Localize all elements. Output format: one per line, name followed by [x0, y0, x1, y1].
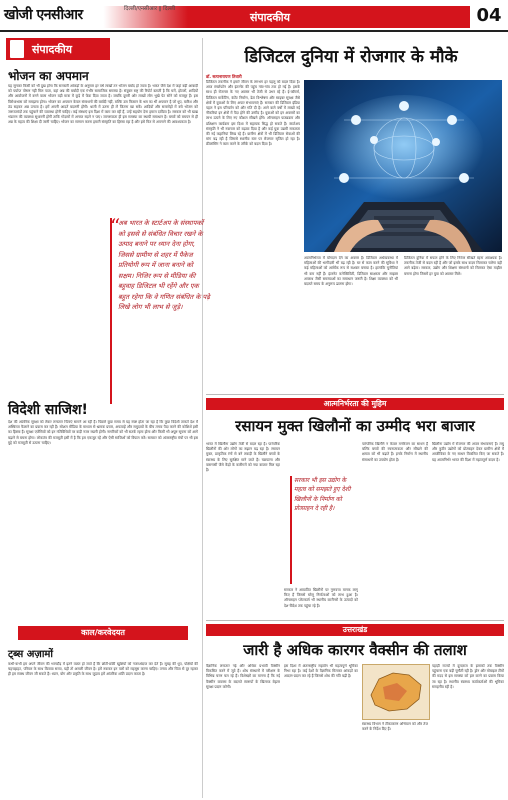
quote-mark-icon: “	[110, 214, 121, 238]
editorial-headline-1: भोजन का अपमान	[8, 69, 89, 83]
section3-body-col-d: पहाड़ी राज्यों में दूरदराज के इलाकों तक वैक्सीन पहुंचाना एक बड़ी चुनौती रही है। ड्रोन और मोबाइल टीमों की मदद से इस समस्या को हल करने का प्रयास किया जा रहा है। स्थानीय स्वास्थ्य कार्यकर्ताओं की भूमिका सराहनीय रही है।	[432, 664, 504, 689]
section-title: संपादकीय	[249, 11, 291, 24]
section3-body-col-a: वैज्ञानिक लगातार नई और अधिक प्रभावी वैक्सीन विकसित करने में जुटे हैं। शोध संस्थानों में परीक्षण के विभिन्न चरण चल रहे हैं। विशेषज्ञों का मानना है कि नई वैक्सीन वायरस के बदलते स्वरूपों के खिलाफ बेहतर सुरक्षा प्रदान करेगी।	[206, 664, 280, 689]
editorial-headline-2: विदेशी साजिश!	[8, 402, 88, 418]
page-number: 04	[472, 4, 506, 28]
dateline: दिल्ली/एनसीआर ‖ दिल्ली	[124, 6, 176, 12]
header-rule	[0, 30, 508, 32]
section3-body-col-c: स्वास्थ्य विभाग ने टीकाकरण अभियान को और तेज करने के निर्देश दिए हैं।	[362, 722, 428, 732]
state-map-image	[362, 664, 430, 720]
article-photo	[304, 80, 502, 252]
main-byline: डॉ. सत्यनारायण तिवारी	[206, 74, 242, 79]
editorial-body-2: देश की आंतरिक सुरक्षा को लेकर लगातार चिंताएं सामने आ रही हैं। पिछले कुछ समय से यह स्पष्ट होता जा रहा है कि कुछ विदेशी ताकतें देश में अस्थिरता फैलाने का प्रयास कर रही हैं। सोशल मीडिया के माध्यम से भ्रामक प्रचार, अफवाहें और समुदायों के बीच तनाव पैदा करने की कोशिशें इसी का हिस्सा हैं। सुरक्षा एजेंसियों को इन गतिविधियों पर कड़ी नजर रखनी होगी। नागरिकों को भी सतर्क रहना होगा और किसी भी अपुष्ट सूचना को आगे बढ़ाने से बचना होगा। लोकतंत्र की मजबूती इसी में है कि हम एकजुट रहें और ऐसी साजिशों को विफल करें। सरकार को अंतरराष्ट्रीय मंचों पर भी इस मुद्दे को मजबूती से उठाना चाहिए।	[8, 420, 198, 445]
column-divider	[202, 38, 203, 798]
editorial-body-1: यह सुनकर किसी को भी दुख होगा कि सरकारी आंकड़ों के अनुसार हर वर्ष लाखों टन भोजन बर्बाद हो जाता है। भारत जैसे देश में जहां बड़ी आबादी को पर्याप्त पोषण नहीं मिल पाता, वहां अन्न की बर्बादी एक गंभीर सामाजिक समस्या है। संयुक्त राष्ट्र की रिपोर्ट बताती है कि घरों, होटलों, शादियों और आयोजनों में बनने वाला भोजन बड़ी मात्रा में कूड़े में फेंक दिया जाता है। जबकि दूसरी ओर लाखों लोग भूखे पेट सोने को मजबूर हैं। इस विरोधाभास को समझना होगा। भोजन का अपमान केवल संसाधनों की बर्बादी नहीं, बल्कि उस किसान के श्रम का भी अपमान है जो धूप, बारिश और ठंड सहकर अन्न उगाता है। हमें अपनी आदतें बदलनी होंगी। थाली में उतना ही लें जितना खा सकें। शादियों और समारोहों में बचे भोजन को जरूरतमंदों तक पहुंचाने की व्यवस्था होनी चाहिए। कई संस्थाएं इस दिशा में काम कर रही हैं, उन्हें सहयोग देना हमारा दायित्व है। सरकार को भी खाद्य भंडारण की व्यवस्था सुधारनी होगी ताकि गोदामों में अनाज सड़ने न पाए। जागरूकता ही इस समस्या का स्थायी समाधान है। बच्चों को बचपन से ही अन्न के महत्व की शिक्षा दी जानी चाहिए। भोजन का सम्मान करना हमारी संस्कृति का हिस्सा रहा है और इसे फिर से अपनाने की आवश्यकता है।	[8, 84, 198, 125]
pull-quote-text: अब भारत के स्टार्टअप के संस्थापकों को इससे से संबंधित विचार रखने के उत्पाद बनाने पर ध्यान देना होगा, जिससे ग्रामीण से शहर में पैकेज प्रतियोगी रूप में जाना बनाने को सक्षम। निजिर रूप से मीडिया की बहुवाह डिजिटल भी रहेंगे और एक बहुत रहेगा कि वे गणित संबंधित के पढ़े लिखे लोग भी लाभ से जुड़े।	[118, 219, 210, 311]
main-headline: डिजिटल दुनिया में रोजगार के मौके	[244, 47, 458, 67]
main-body-col-b: आत्मनिर्भरता में योगदान देने का अवसर है। डिजिटल अर्थव्यवस्था में महिलाओं की भागीदारी भी बढ़ रही है। घर से काम करने की सुविधा ने कई महिलाओं को आर्थिक रूप से सशक्त बनाया है। हालांकि चुनौतियां भी कम नहीं हैं। इंटरनेट कनेक्टिविटी, डिजिटल साक्षरता और साइबर अपराध जैसी समस्याओं का समाधान जरूरी है। शिक्षा व्यवस्था को भी बदलते समय के अनुरूप ढालना होगा।	[304, 256, 398, 287]
section2-body-col-b-text: सरकार ने आयातित खिलौनों पर गुणवत्ता मानक लागू किए हैं जिससे घरेलू निर्माताओं को लाभ हुआ है। ऑनलाइन प्लेटफार्म भी स्थानीय कारीगरों के उत्पादों को देश-विदेश तक पहुंचा रहे हैं।	[284, 588, 358, 608]
section2-banner-label: आत्मनिर्भरता की मुहिम	[323, 399, 387, 408]
main-body-col-c: डिजिटल दुनिया में सफल होने के लिए निरंतर सीखते रहना आवश्यक है। तकनीक तेजी से बदल रही है और जो इसके साथ कदम मिलाकर चलेगा वही आगे बढ़ेगा। सरकार, उद्योग और शिक्षण संस्थानों को मिलकर ऐसा माहौल बनाना होगा जिसमें हर युवा को अवसर मिले।	[404, 256, 502, 276]
column-headline: ट्ब्स अज़ामों	[8, 649, 53, 660]
section2-body-col-c: पारंपरिक खिलौने न केवल मनोरंजन का साधन हैं बल्कि बच्चों की रचनात्मकता और सीखने की क्षमता को भी बढ़ाते हैं। इनके निर्माण में स्थानीय संसाधनों का उपयोग होता है।	[362, 442, 428, 462]
column-body: कभी-कभी हम अपने जीवन की भागदौड़ में इतने व्यस्त हो जाते हैं कि छोटी-छोटी खुशियों को नजरअंदाज कर देते हैं। सुबह की धूप, पक्षियों की चहचहाहट, परिवार के साथ बिताया समय, यही तो असली जीवन है। हमें रुककर इन पलों को महसूस करना चाहिए। तनाव और चिंता से दूर रहकर ही हम स्वस्थ जीवन जी सकते हैं। ध्यान, योग और प्रकृति के साथ जुड़ाव हमें आंतरिक शांति प्रदान करता है।	[8, 662, 198, 677]
section-rule	[206, 394, 504, 395]
column-banner-label: काल/करवेदयत	[81, 628, 125, 637]
section-rule	[206, 620, 504, 621]
section3-headline: जारी है अधिक कारगर वैक्सीन की तलाश	[243, 641, 467, 659]
section2-quote-text: सरकार भी इस उद्योग के महत्व को समझते हुए देशी खिलौनों के निर्माण को प्रोत्साहन दे रही है।	[294, 477, 351, 513]
main-body-col-a: डिजिटल तकनीक ने हमारे जीवन के लगभग हर पहलू को बदल दिया है। आज स्मार्टफोन और इंटरनेट की पहुंच गांव-गांव तक हो गई है। इसके साथ ही रोजगार के नए अवसर भी तेजी से उभर रहे हैं। ई-कॉमर्स, डिजिटल मार्केटिंग, कंटेंट निर्माण, डेटा विश्लेषण और साइबर सुरक्षा जैसे क्षेत्रों में युवाओं के लिए अपार संभावनाएं हैं। सरकार की डिजिटल इंडिया पहल ने इस परिवर्तन को और गति दी है। आने वाले वर्षों में लाखों नई नौकरियां इन क्षेत्रों में पैदा होने की उम्मीद है। युवाओं को इन अवसरों का लाभ उठाने के लिए नए कौशल सीखने होंगे। ऑनलाइन पाठ्यक्रम और प्रशिक्षण कार्यक्रम इस दिशा में सहायक सिद्ध हो सकते हैं। स्टार्टअप संस्कृति ने भी नवाचार को बढ़ावा दिया है और कई युवा उद्यमी सफलता की नई कहानियां लिख रहे हैं। ग्रामीण क्षेत्रों में भी डिजिटल सेवाओं की मांग बढ़ रही है जिससे स्थानीय स्तर पर रोजगार सृजित हो रहा है। फ्रीलांसिंग ने काम करने के तरीके को बदल दिया है।	[206, 80, 300, 147]
editorial-banner-label: संपादकीय	[32, 43, 73, 56]
section3-banner-label: उत्तराखंड	[342, 625, 368, 634]
section2-body-col-d: खिलौना उद्योग में रोजगार की अपार संभावनाएं हैं। लघु और कुटीर उद्योगों को प्रोत्साहन देकर ग्रामीण क्षेत्रों में आजीविका के नए साधन विकसित किए जा सकते हैं। यह आत्मनिर्भर भारत की दिशा में महत्वपूर्ण कदम है।	[432, 442, 504, 462]
laptop-hands-illustration	[304, 80, 502, 252]
section2-headline: रसायन मुक्त खिलौनों का उम्मीद भरा बाजार	[235, 417, 475, 435]
uttarakhand-map-icon	[363, 665, 429, 719]
section3-body-col-b: इस दिशा में अंतरराष्ट्रीय सहयोग भी महत्वपूर्ण भूमिका निभा रहा है। कई देशों के वैज्ञानिक मिलकर आंकड़ों का आदान-प्रदान कर रहे हैं जिससे शोध की गति बढ़ी है।	[284, 664, 358, 679]
masthead: खोजी एनसीआर	[4, 7, 83, 23]
pen-icon	[10, 40, 24, 58]
section2-body-col-a: भारत में खिलौना उद्योग तेजी से बदल रहा है। पारंपरिक खिलौनों की ओर लोगों का रुझान बढ़ रहा है। रसायन मुक्त, प्राकृतिक रंगों से बने लकड़ी के खिलौने बच्चों के स्वास्थ्य के लिए सुरक्षित माने जाते हैं। चन्नपटना और वाराणसी जैसे केंद्रों के कारीगरों को नया बाजार मिल रहा है।	[206, 442, 280, 473]
